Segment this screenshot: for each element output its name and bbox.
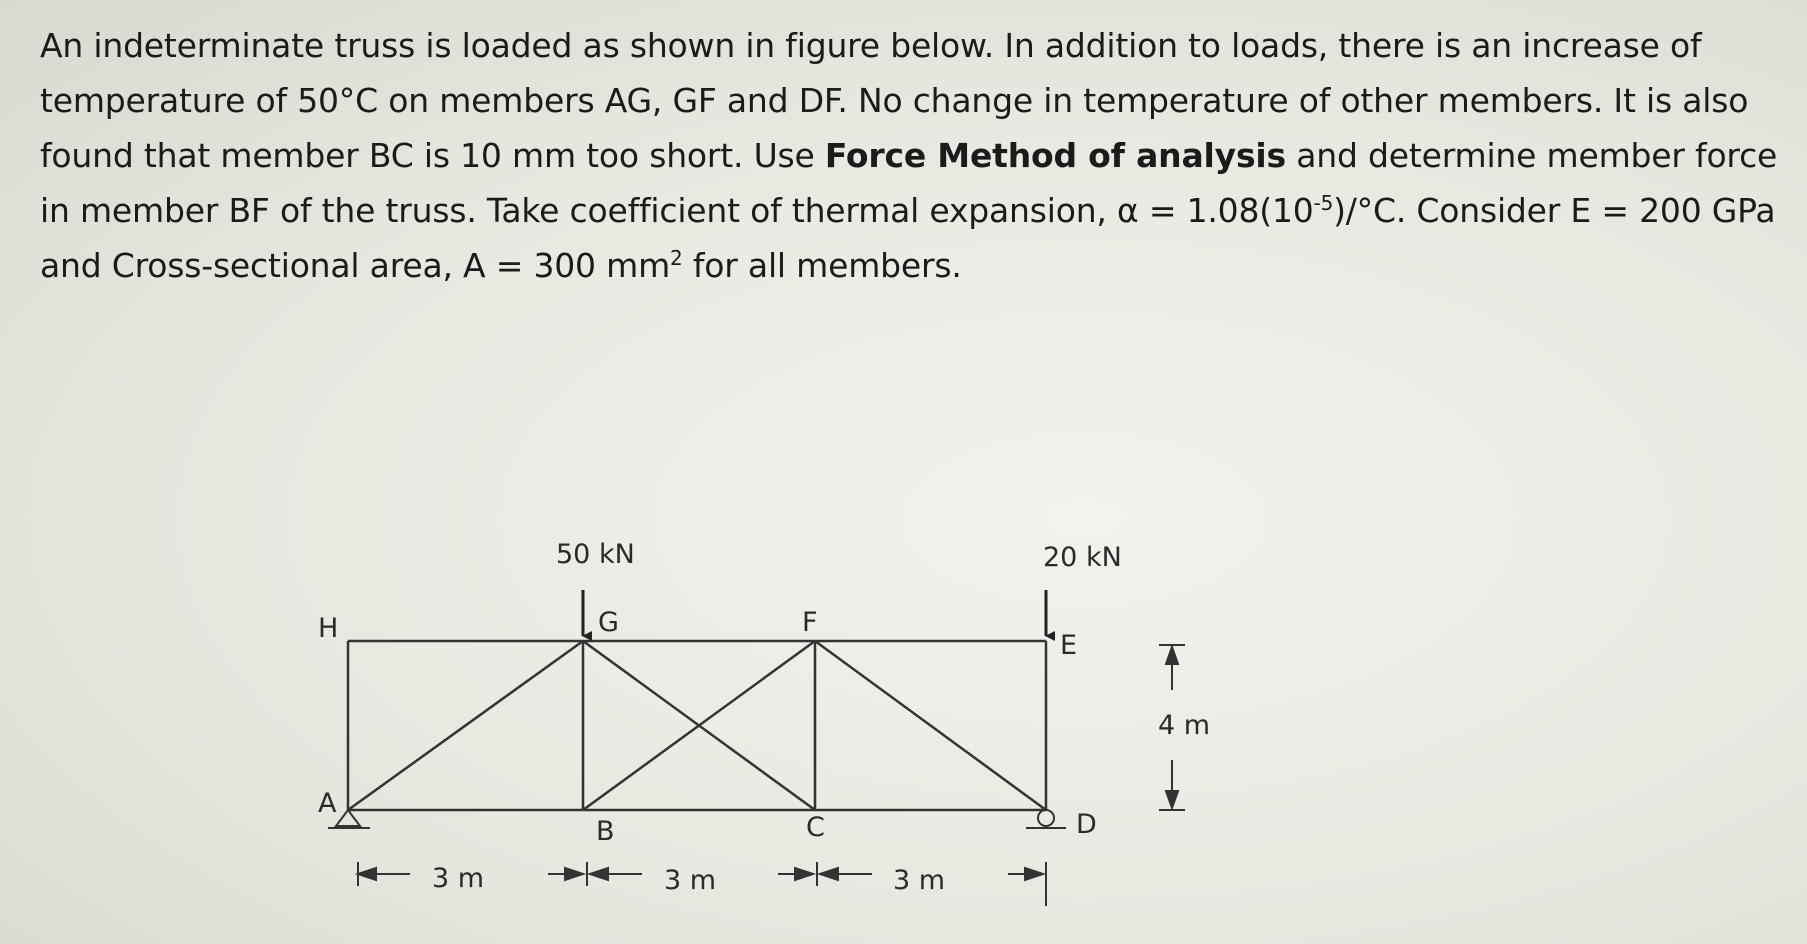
problem-text-part4: for all members.: [682, 246, 962, 285]
problem-text-part2: and determine member force in member BF of the truss. Take coefficient of thermal expansion, α = 1.08(10: [40, 136, 1778, 230]
area-exponent: 2: [670, 246, 683, 270]
problem-text-part1: An indeterminate truss is loaded as shown in figure below. In addition to loads, there is an increase of temperature of 50°C on members AG, GF and DF. No change in temperature of other members. It is also found that member BC is 10 mm too short. Use: [40, 26, 1749, 175]
dimension-span2: 3 m: [664, 865, 717, 896]
member-DF: [815, 641, 1046, 810]
node-label-D: D: [1076, 809, 1097, 840]
dimension-span3: 3 m: [893, 865, 946, 896]
problem-text-part3: )/°C. Consider E = 200 GPa and Cross-sectional area, A = 300 mm: [40, 191, 1776, 285]
node-label-C: C: [806, 812, 825, 843]
node-label-A: A: [318, 788, 337, 819]
node-label-B: B: [596, 816, 615, 847]
dimension-span1: 3 m: [432, 863, 485, 894]
node-label-H: H: [318, 613, 339, 644]
load-label-G: 50 kN: [556, 539, 635, 570]
node-label-G: G: [598, 607, 619, 638]
roller-support-D: [1026, 810, 1066, 828]
node-label-F: F: [802, 607, 818, 638]
dimension-height: 4 m: [1158, 710, 1211, 741]
node-label-E: E: [1060, 630, 1078, 661]
member-AG: [348, 641, 583, 810]
problem-bold-method: Force Method of analysis: [824, 136, 1286, 175]
load-label-E: 20 kN: [1043, 542, 1122, 573]
alpha-exponent: -5: [1313, 191, 1334, 215]
